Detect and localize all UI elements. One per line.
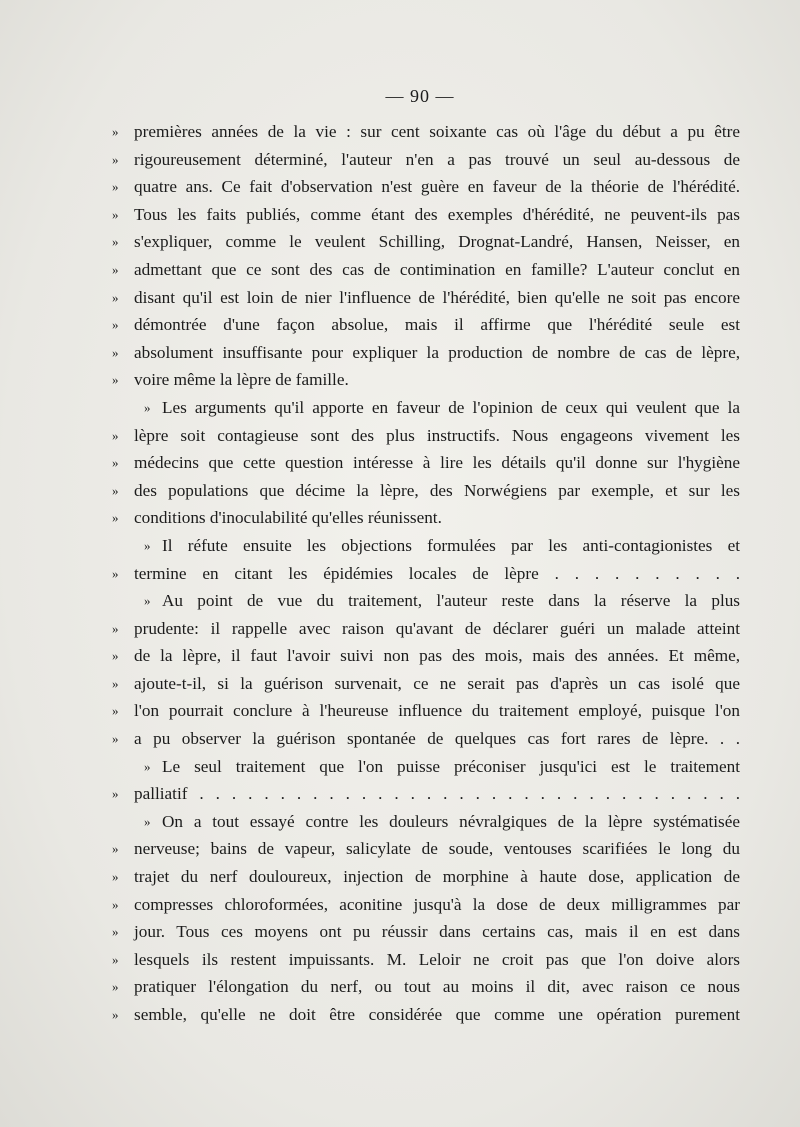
line-text: quatre ans. Ce fait d'observation n'est guère en faveur de la théorie de l'hérédité. [134, 177, 740, 197]
line-text: prudente: il rappelle avec raison qu'avant de déclarer guéri un malade atteint [134, 618, 740, 638]
page-number: — 90 — [385, 86, 455, 106]
line-text: absolument insuffisante pour expliquer la production de nombre de cas de lèpre, [134, 342, 740, 362]
line-text: Les arguments qu'il apporte en faveur de l'opinion de ceux qui veulent que la [162, 397, 740, 417]
quote-mark: » [112, 151, 119, 167]
line-text: conditions d'inoculabilité qu'elles réunissent. [134, 508, 442, 528]
text-line [108, 918, 740, 946]
text-line [108, 256, 740, 284]
text-line [108, 808, 740, 836]
quote-mark: » [112, 979, 119, 995]
line-text: Le seul traitement que l'on puisse préconiser jusqu'ici est le traitement [162, 756, 740, 776]
quote-mark: » [112, 841, 119, 857]
quote-mark: » [112, 924, 119, 940]
text-line [108, 863, 740, 891]
line-text: termine en citant les épidémies locales de lèpre . . . . . . . . . . [134, 563, 740, 583]
quote-mark: » [112, 620, 119, 636]
line-text: jour. Tous ces moyens ont pu réussir dans certains cas, mais il en est dans [134, 922, 740, 942]
text-line [108, 1001, 740, 1029]
line-text: lesquels ils restent impuissants. M. Leloir ne croit pas que l'on doive alors [134, 949, 740, 969]
quote-mark: » [112, 648, 119, 664]
text-line [108, 973, 740, 1001]
quote-mark: » [112, 869, 119, 885]
quote-mark: » [112, 951, 119, 967]
text-line [108, 670, 740, 698]
text-line [108, 173, 740, 201]
line-text: premières années de la vie : sur cent soixante cas où l'âge du début a pu être [134, 122, 740, 141]
quote-mark: » [112, 482, 119, 498]
quote-mark: » [112, 372, 119, 388]
line-text: nerveuse; bains de vapeur, salicylate de soude, ventouses scarifiées le long du [134, 839, 740, 859]
quote-mark: » [112, 731, 119, 747]
quote-mark: » [112, 234, 119, 250]
quote-mark: » [144, 537, 151, 553]
text-line [108, 504, 740, 532]
quote-mark: » [144, 399, 151, 415]
quote-mark: » [144, 593, 151, 609]
line-text: ajoute-t-il, si la guérison survenait, ce ne serait pas d'après un cas isolé que [134, 673, 740, 693]
text-line [108, 946, 740, 974]
quote-mark: » [112, 317, 119, 333]
text-line [108, 339, 740, 367]
line-text: pratiquer l'élongation du nerf, ou tout au moins il dit, avec raison ce nous [134, 977, 740, 997]
text-line [108, 780, 740, 808]
text-line [108, 394, 740, 422]
line-text: voire même la lèpre de famille. [134, 370, 349, 390]
quote-mark: » [112, 675, 119, 691]
line-text: On a tout essayé contre les douleurs névralgiques de la lèpre systématisée [162, 811, 740, 831]
line-text: des populations que décime la lèpre, des Norwégiens par exemple, et sur les [134, 480, 740, 500]
line-text: compresses chloroformées, aconitine jusqu'à la dose de deux milligrammes par [134, 894, 740, 914]
line-text: l'on pourrait conclure à l'heureuse influence du traitement employé, puisque l'on [134, 701, 740, 721]
text-line [108, 587, 740, 615]
quote-mark: » [112, 896, 119, 912]
line-text: Il réfute ensuite les objections formulées par les anti-contagionistes et [162, 535, 740, 555]
line-text: Tous les faits publiés, comme étant des exemples d'hérédité, ne peuvent-ils pas [134, 204, 740, 224]
text-line [108, 835, 740, 863]
quote-mark: » [112, 427, 119, 443]
quote-mark: » [112, 261, 119, 277]
text-line [108, 311, 740, 339]
text-line [108, 284, 740, 312]
quote-mark: » [112, 289, 119, 305]
quote-mark: » [144, 813, 151, 829]
body-text [108, 118, 740, 1029]
text-line [108, 642, 740, 670]
line-text: rigoureusement déterminé, l'auteur n'en a pas trouvé un seul au-dessous de [134, 149, 740, 169]
text-line [108, 697, 740, 725]
quote-mark: » [112, 510, 119, 526]
quote-mark: » [112, 455, 119, 471]
line-text: s'expliquer, comme le veulent Schilling, Drognat-Landré, Hansen, Neisser, en [134, 232, 740, 252]
text-line [108, 118, 740, 146]
text-line [108, 891, 740, 919]
line-text: de la lèpre, il faut l'avoir suivi non pas des mois, mais des années. Et même, [134, 646, 740, 666]
quote-mark: » [112, 565, 119, 581]
quote-mark: » [112, 124, 119, 139]
text-line [108, 366, 740, 394]
text-line [108, 201, 740, 229]
text-line [108, 560, 740, 588]
line-text: admettant que ce sont des cas de contimination en famille? L'auteur conclut en [134, 259, 740, 279]
quote-mark: » [112, 344, 119, 360]
text-line [108, 615, 740, 643]
text-line [108, 228, 740, 256]
line-text: démontrée d'une façon absolue, mais il affirme que l'hérédité seule est [134, 315, 740, 335]
text-line [108, 449, 740, 477]
line-text: trajet du nerf douloureux, injection de morphine à haute dose, application de [134, 867, 740, 887]
line-text: palliatif . . . . . . . . . . . . . . . . . . . . . . . . . . . . . . . . . . [134, 784, 740, 804]
text-line [108, 477, 740, 505]
line-text: lèpre soit contagieuse sont des plus instructifs. Nous engageons vivement les [134, 425, 740, 445]
line-text: a pu observer la guérison spontanée de quelques cas fort rares de lèpre. . . [134, 729, 740, 749]
quote-mark: » [112, 206, 119, 222]
text-line [108, 532, 740, 560]
text-line [108, 753, 740, 781]
text-line [108, 146, 740, 174]
line-text: disant qu'il est loin de nier l'influence de l'hérédité, bien qu'elle ne soit pas encore [134, 287, 740, 307]
quote-mark: » [144, 758, 151, 774]
quote-mark: » [112, 703, 119, 719]
line-text: Au point de vue du traitement, l'auteur reste dans la réserve la plus [162, 591, 740, 611]
quote-mark: » [112, 786, 119, 802]
text-line [108, 725, 740, 753]
text-line [108, 422, 740, 450]
quote-mark: » [112, 179, 119, 195]
quote-mark: » [112, 1007, 119, 1022]
line-text: médecins que cette question intéresse à lire les détails qu'il donne sur l'hygiène [134, 453, 740, 473]
line-text: semble, qu'elle ne doit être considérée que comme une opération purement [134, 1005, 740, 1024]
